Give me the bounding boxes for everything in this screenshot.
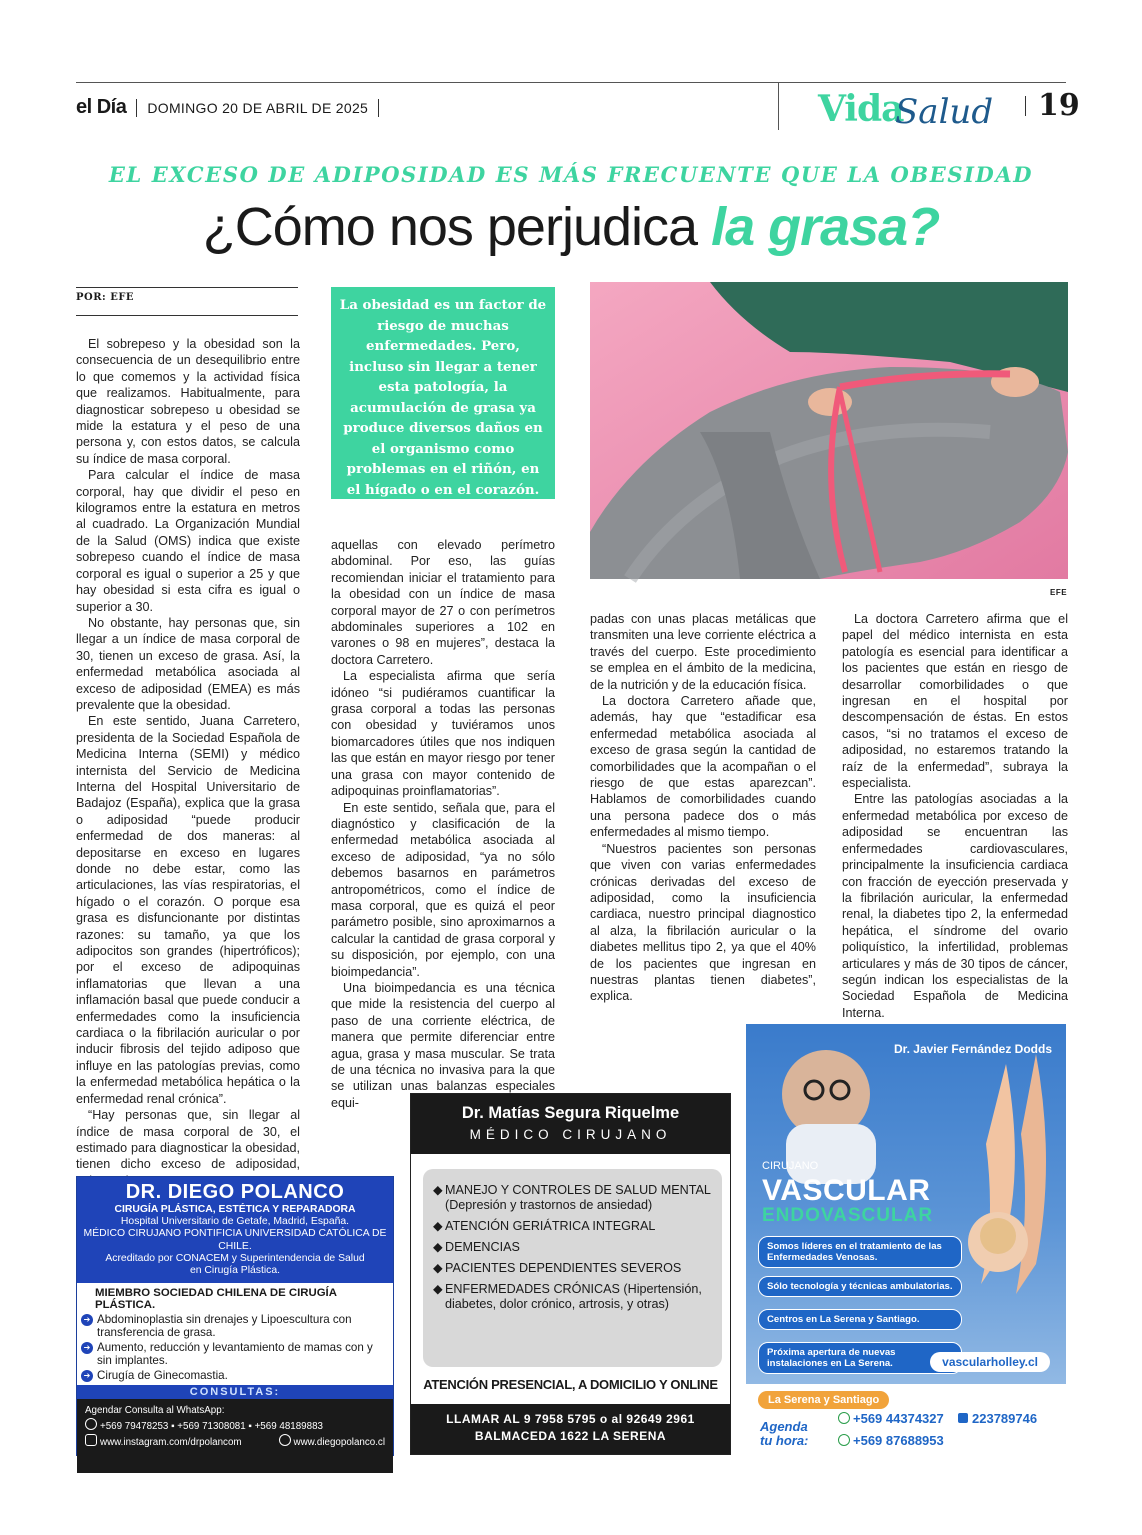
ad-line: en Cirugía Plástica. — [189, 1265, 281, 1277]
web-row — [85, 1434, 385, 1448]
ad-line: Hospital Universitario de Getafe, Madrid, España. — [120, 1216, 350, 1228]
list-item — [81, 1313, 387, 1339]
service-label: Cirugía de Ginecomastia. — [97, 1369, 228, 1383]
ad-vascular-holley[interactable] — [746, 1024, 1066, 1456]
phone-label: +569 44374327 — [853, 1411, 944, 1426]
edition-date: DOMINGO 20 DE ABRIL DE 2025 — [147, 99, 369, 116]
byline-rule — [76, 315, 298, 316]
ad-attention-modes: ATENCIÓN PRESENCIAL, A DOMICILIO Y ONLINE — [423, 1377, 718, 1392]
ad-line: MÉDICO CIRUJANO PONTIFICIA UNIVERSIDAD CATÓLICA DE CHILE. — [83, 1228, 387, 1252]
paragraph: En este sentido, Juana Carretero, presidenta de la Sociedad Española de Medicina Interna (SEMI) y médico internista del Servicio de Medicina Interna del Hospital Universitario de Badajoz (España), explica que la grasa o adiposidad “puede producir enfermedad de dos maneras: al depositarse en exceso en lugares donde no debe estar, como las articulaciones, las vías respiratorias, el hígado o el corazón. O porque esa grasa es disfuncionante por distintas razones: su tamaño, ya que los adipocitos son grandes (hipertróficos); por el exceso de adipoquinas inflamatorias que llevan a una inflamación basal que puede conducir a enfermedades como la insuficiencia cardiaca o la fibrilación auricular o por inducir fibrosis del tejido adiposo que influye en las patologías previas, como la enfermedad metabólica hepática o la enfermedad renal crónica”. — [76, 714, 300, 1106]
list-item — [433, 1219, 712, 1234]
paragraph: En este sentido, señala que, para el diagnóstico y clasificación de la enfermedad metabólica asociada al exceso de adiposidad, “ya no sólo debemos basarnos en parámetros antropométricos, como el índice de masa corporal, que es quizá el peor parámetro posible, sino aproximarnos a calcular la cantidad de grasa corporal y su disposición, por ejemplo, con una bioimpedancia”. — [331, 800, 555, 979]
phone-row — [85, 1418, 385, 1432]
agenda-line-1: Agenda — [760, 1419, 808, 1434]
ad-locations: La Serena y Santiago — [758, 1391, 889, 1409]
whatsapp-icon — [838, 1412, 850, 1424]
arrow-right-icon: ➔ — [81, 1370, 93, 1382]
instagram-icon — [85, 1434, 97, 1446]
whatsapp-number-2[interactable] — [838, 1433, 944, 1448]
divider — [136, 99, 137, 117]
ad-website-link[interactable]: vascularholley.cl — [930, 1352, 1050, 1372]
bullet-icon: ◆ — [433, 1261, 443, 1275]
arrow-right-icon: ➔ — [81, 1342, 93, 1354]
paragraph: Para calcular el índice de masa corporal, hay que dividir el peso en kilogramos entre la estatura en metros al cuadrado. La Organización Mundial de la Salud (OMS) indica que existe sobrepeso cuando el índice de masa corporal es igual o superior a 25 y que hay obesidad si esta cifra es igual o superior a 30. — [76, 468, 300, 614]
ad-dr-polanco[interactable] — [76, 1176, 394, 1456]
paragraph: aquellas con elevado perímetro abdominal. Por eso, las guías recomiendan iniciar el tratamiento para la obesidad con un índice de masa corporal mayor de 27 o con perímetros abdominales superiores a 102 en varones o 98 en mujeres”, destaca la doctora Carretero. — [331, 538, 555, 667]
ad-header — [411, 1094, 730, 1154]
article-kicker: EL EXCESO DE ADIPOSIDAD ES MÁS FRECUENTE QUE LA OBESIDAD — [108, 162, 1034, 187]
newspaper-brand: el Día — [76, 96, 127, 118]
whatsapp-number-1[interactable] — [838, 1411, 944, 1426]
list-item — [433, 1240, 712, 1255]
paragraph: “Nuestros pacientes son personas que viven con varias enfermedades crónicas derivadas del exceso de adiposidad, como la insuficiencia cardiaca, nuestro principal diagnostico al alza, la fibrilación auricular o la diabetes mellitus tipo 2, ya que el 40% de los pacientes que ingresan en nuestras plantas tienen diabetes”, explica. — [590, 841, 816, 1004]
whatsapp-icon — [85, 1418, 97, 1430]
section-name-vida: Vida — [818, 88, 904, 130]
paragraph: La doctora Carretero afirma que el papel del médico internista en esta patología es esencial para identificar a los pacientes que están en riesgo de desarrollar comorbilidades o que ingresan en el hospital por descompensación de éstas. En estos casos, “si no tratamos el exceso de adiposidad, no estaremos tratando la raíz de la enfermedad”, subraya la especialista. — [842, 612, 1068, 791]
ad-point: Sólo tecnología y técnicas ambulatorias. — [758, 1276, 962, 1297]
headline-part-2: la grasa? — [711, 197, 940, 257]
ad-cirujano: CIRUJANO — [762, 1160, 819, 1172]
ad-agenda-label — [760, 1420, 808, 1448]
arrow-right-icon: ➔ — [81, 1314, 93, 1326]
list-item — [433, 1282, 712, 1312]
byline: POR: EFE — [76, 292, 135, 303]
ad-endovascular: ENDOVASCULAR — [762, 1205, 934, 1226]
article-photo-thigh-measuring-tape — [590, 282, 1068, 579]
article-column-2 — [331, 537, 555, 1110]
ad-header — [77, 1177, 393, 1283]
instagram-link[interactable]: www.instagram.com/drpolancom — [100, 1437, 242, 1449]
telephone-number[interactable] — [958, 1411, 1037, 1426]
paragraph: padas con unas placas metálicas que transmiten una leve corriente eléctrica a través del cuerpo. Este procedimiento se emplea en el ámbito de la medicina, de la nutrición y de la educación física. — [590, 612, 816, 692]
service-label: MANEJO Y CONTROLES DE SALUD MENTAL (Depresión y trastornos de ansiedad) — [445, 1183, 711, 1212]
article-column-4 — [842, 611, 1068, 1020]
headline-part-1: ¿Cómo nos perjudica — [202, 197, 698, 257]
address: BALMACEDA 1622 LA SERENA — [474, 1429, 667, 1443]
section-name-salud: Salud — [895, 92, 994, 132]
ad-dr-segura[interactable] — [410, 1093, 731, 1455]
ad-membership: MIEMBRO SOCIEDAD CHILENA DE CIRUGÍA PLÁSTICA. — [95, 1287, 337, 1312]
paragraph: La especialista afirma que sería idóneo “si pudiéramos cuantificar la grasa corporal a todas las personas con obesidad y tuviéramos unos biomarcadores útiles que nos indiquen las que están en mayor riesgo por tener una grasa con mayor contenido de adipoquinas proinflamatorias”. — [331, 669, 555, 799]
ad-services-list — [423, 1169, 722, 1367]
bullet-icon: ◆ — [433, 1282, 443, 1296]
agenda-line-2: tu hora: — [760, 1433, 809, 1448]
website-link[interactable]: www.diegopolanco.cl — [293, 1437, 385, 1449]
paragraph: La doctora Carretero añade que, además, hay que “estadificar esa enfermedad metabólica asociada al exceso de grasa según la cantidad de comorbilidades que la acompañan o el riesgo de que estas aparezcan”. Hablamos de comorbilidades cuando una persona padece dos o más enfermedades al mismo tiempo. — [590, 694, 816, 840]
ad-doctor-name: Dr. Javier Fernández Dodds — [893, 1042, 1052, 1056]
divider — [378, 99, 379, 117]
list-item — [433, 1183, 712, 1213]
website-row — [279, 1434, 386, 1448]
photo-credit: EFE — [1050, 588, 1068, 597]
whatsapp-icon — [838, 1434, 850, 1446]
article-headline — [76, 196, 1066, 258]
service-label: ATENCIÓN GERIÁTRICA INTEGRAL — [445, 1219, 656, 1233]
phone-label: +569 87688953 — [853, 1433, 944, 1448]
whatsapp-label: Agendar Consulta al WhatsApp: — [85, 1405, 225, 1417]
service-label: ENFERMEDADES CRÓNICAS (Hipertensión, diabetes, dolor crónico, artrosis, y otras) — [445, 1282, 702, 1311]
paragraph: Entre las patologías asociadas a la enfermedad metabólica por exceso de adiposidad se encuentran las enfermedades cardiovasculares, principalmente la insuficiencia cardiaca con fracción de eyección preservada y la fibrilación auricular, la enfermedad renal, la diabetes tipo 2, la enfermedad hepática, el síndrome del ovario poliquístico, la infertilidad, problemas articulares y más de 30 tipos de cáncer, según indican los especialistas de la Sociedad Española de Medicina Interna. — [842, 792, 1068, 1020]
masthead — [76, 96, 389, 119]
list-item — [81, 1341, 387, 1367]
ad-doctor-name: Dr. Matías Segura Riquelme — [461, 1104, 680, 1122]
header-rule — [76, 82, 1066, 83]
pull-quote: La obesidad es un factor de riesgo de muchas enfermedades. Pero, incluso sin llegar a tener esta patología, la acumulación de grasa ya produce diversos daños en el organismo como problemas en el riñón, en el hígado o en el corazón. — [331, 287, 555, 499]
ad-contact-footer — [411, 1404, 730, 1454]
ad-contact-footer — [77, 1399, 393, 1473]
instagram-row — [85, 1434, 242, 1448]
ad-services-list — [77, 1313, 393, 1382]
phone-label: 223789746 — [972, 1411, 1038, 1426]
service-label: DEMENCIAS — [445, 1240, 520, 1254]
phone-icon — [958, 1413, 968, 1423]
service-label: Aumento, reducción y levantamiento de mamas con y sin implantes. — [97, 1341, 373, 1368]
section-divider — [778, 82, 779, 130]
ad-vascular: VASCULAR — [762, 1174, 931, 1207]
ad-title: MÉDICO CIRUJANO — [469, 1127, 672, 1142]
article-column-3 — [590, 611, 816, 1004]
paragraph: “Hay personas que, sin llegar al índice de masa corporal de 30, el estimado para diagnosticar la obesidad, tienen dicho exceso de adiposidad, — [76, 1108, 300, 1172]
ad-point: Centros en La Serena y Santiago. — [758, 1309, 962, 1330]
bullet-icon: ◆ — [433, 1183, 443, 1197]
divider — [1025, 96, 1026, 116]
page-number: 19 — [1038, 88, 1080, 123]
paragraph: Una bioimpedancia es una técnica que mide la resistencia del cuerpo al paso de una corriente eléctrica, de manera que permite diferenciar entre agua, grasa y masa muscular. Se trata de una técnica no invasiva para la que se utilizan unas balanzas especiales equi- — [331, 980, 555, 1110]
ad-specialty: CIRUGÍA PLÁSTICA, ESTÉTICA Y REPARADORA — [114, 1204, 356, 1215]
paragraph: No obstante, hay personas que, sin llegar a un índice de masa corporal de 30, tienen un exceso de grasa. Así, la enfermedad metabólica asociada al exceso de adiposidad (EMEA) es más prevalente que la obesidad. — [76, 615, 300, 712]
phone-numbers[interactable]: +569 79478253 ▪ +569 71308081 ▪ +569 48189883 — [100, 1421, 323, 1433]
ad-line: Acreditado por CONACEM y Superintendencia de Salud — [105, 1252, 365, 1264]
service-label: Abdominoplastia sin drenajes y Lipoescultura con transferencia de grasa. — [97, 1313, 352, 1340]
ad-point: Próxima apertura de nuevas instalaciones en La Serena. — [758, 1342, 962, 1374]
photo-illustration — [590, 282, 1068, 579]
globe-icon — [279, 1434, 291, 1446]
bullet-icon: ◆ — [433, 1219, 443, 1233]
paragraph: El sobrepeso y la obesidad son la consecuencia de un desequilibrio entre lo que comemos y la actividad física que realizamos. Habitualmente, para diagnosticar sobrepeso u obesidad se mide la estatura y el peso de una persona y, con estos datos, se calcula su índice de masa corporal. — [76, 337, 300, 466]
bullet-icon: ◆ — [433, 1240, 443, 1254]
byline-rule — [76, 287, 298, 288]
list-item — [433, 1261, 712, 1276]
phone-numbers[interactable]: LLAMAR AL 9 7958 5795 o al 92649 2961 — [446, 1412, 695, 1426]
service-label: PACIENTES DEPENDIENTES SEVEROS — [445, 1261, 682, 1275]
ad-point: Somos líderes en el tratamiento de las Enfermedades Venosas. — [758, 1236, 962, 1268]
list-item — [81, 1369, 387, 1382]
ad-consultas-label: CONSULTAS: — [77, 1385, 393, 1399]
ad-doctor-name: DR. DIEGO POLANCO — [125, 1181, 345, 1203]
article-column-1 — [76, 336, 300, 1172]
